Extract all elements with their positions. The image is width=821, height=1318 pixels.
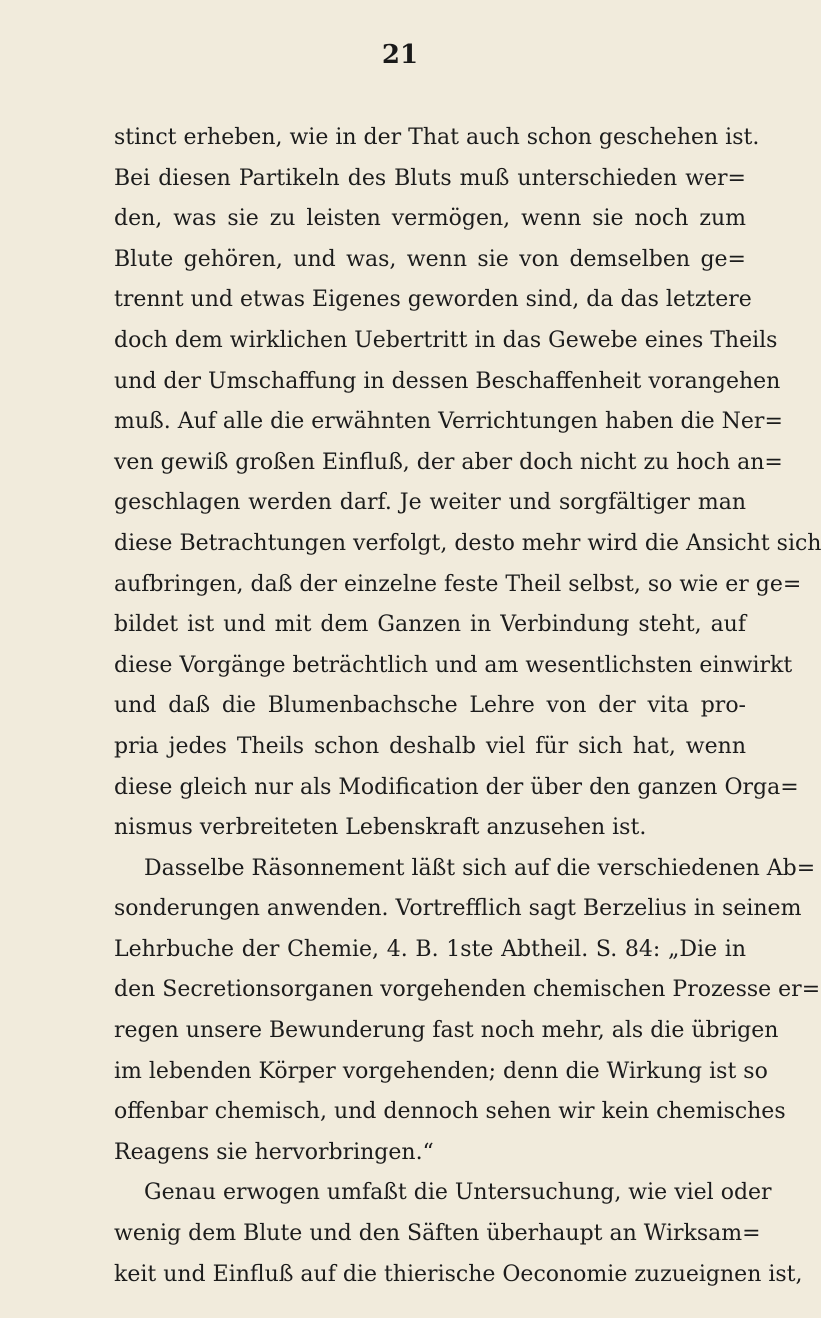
text-line: keit und Einfluß auf die thierische Oeconomie zuzueignen ist, [114,1261,803,1287]
text-line: Lehrbuche der Chemie, 4. B. 1ste Abtheil. S. 84: „Die in [114,936,746,962]
text-line: Dasselbe Räsonnement läßt sich auf die verschiedenen Ab= [144,855,816,881]
text-line: diese gleich nur als Modification der über den ganzen Orga= [114,774,799,800]
page-number: 21 [381,40,419,70]
text-line: diese Vorgänge beträchtlich und am wesentlichsten einwirkt [114,652,793,678]
text-line: wenig dem Blute und den Säften überhaupt an Wirksam= [114,1221,761,1247]
text-line: den, was sie zu leisten vermögen, wenn sie noch zum [114,206,746,232]
text-line: nismus verbreiteten Lebenskraft anzusehen ist. [114,815,647,841]
text-line: ven gewiß großen Einfluß, der aber doch nicht zu hoch an= [114,449,783,475]
body-text [114,118,821,1295]
text-line: Blute gehören, und was, wenn sie von demselben ge= [114,246,746,272]
text-line: stinct erheben, wie in der That auch schon geschehen ist. [114,125,760,150]
text-line: bildet ist und mit dem Ganzen in Verbindung steht, auf [114,612,746,638]
text-line: offenbar chemisch, und dennoch sehen wir kein chemisches [114,1099,786,1125]
text-line: sonderungen anwenden. Vortrefflich sagt Berzelius in seinem [114,896,802,922]
text-line: geschlagen werden darf. Je weiter und sorgfältiger man [114,490,746,516]
text-line: Genau erwogen umfaßt die Untersuchung, wie viel oder [144,1180,772,1206]
text-line: den Secretionsorganen vorgehenden chemischen Prozesse er= [114,977,821,1003]
text-line: muß. Auf alle die erwähnten Verrichtungen haben die Ner= [114,409,783,435]
text-line: regen unsere Bewunderung fast noch mehr, als die übrigen [114,1018,779,1044]
text-line: diese Betrachtungen verfolgt, desto mehr wird die Ansicht sich [114,530,821,556]
text-line: Reagens sie hervorbringen.“ [114,1139,434,1165]
text-line: im lebenden Körper vorgehenden; denn die Wirkung ist so [114,1058,768,1084]
text-line: Bei diesen Partikeln des Bluts muß unterschieden wer= [114,165,746,191]
text-line: und der Umschaffung in dessen Beschaffenheit vorangehen [114,368,781,394]
text-line: trennt und etwas Eigenes geworden sind, da das letztere [114,287,752,313]
text-line: und daß die Blumenbachsche Lehre von der vita pro- [114,693,746,719]
text-line: pria jedes Theils schon deshalb viel für sich hat, wenn [114,733,746,759]
text-line: aufbringen, daß der einzelne feste Theil selbst, so wie er ge= [114,571,802,597]
text-line: doch dem wirklichen Uebertritt in das Gewebe eines Theils [114,327,778,353]
